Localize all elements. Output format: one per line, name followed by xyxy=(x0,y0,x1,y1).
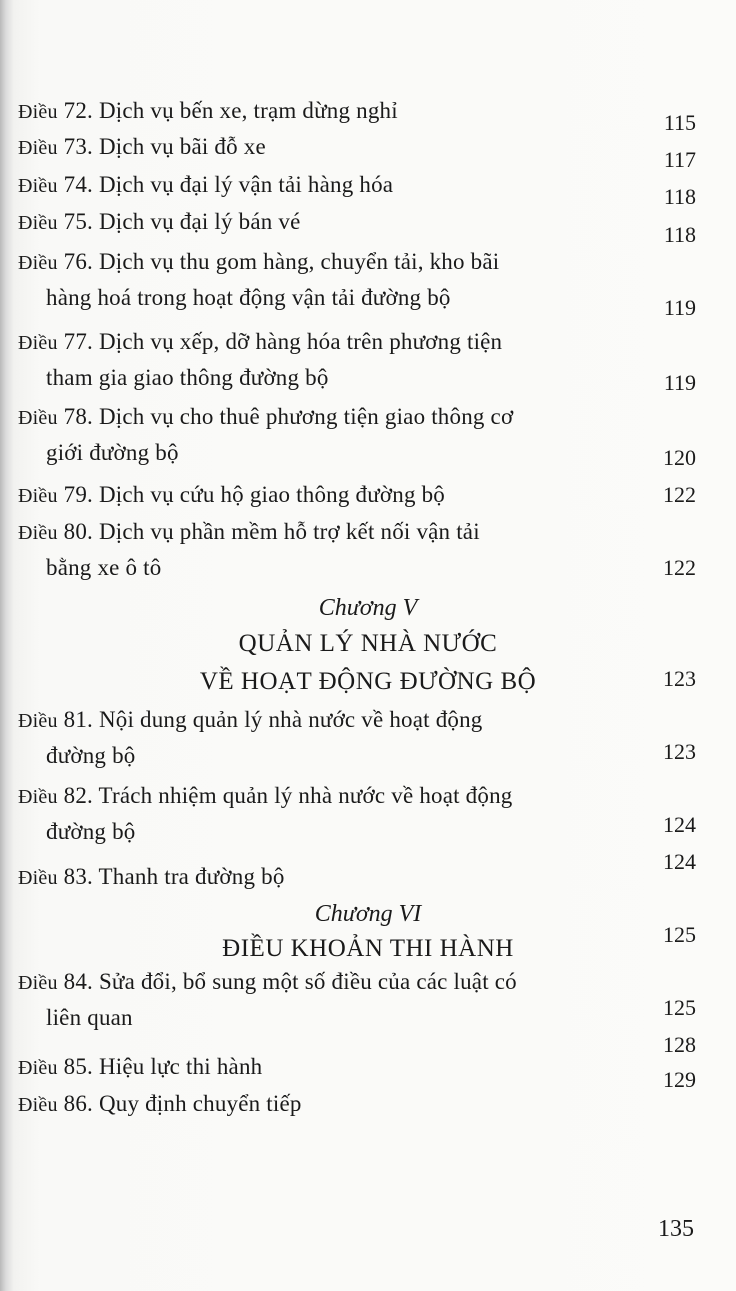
entry-line1 xyxy=(18,779,512,814)
entry-title: 82. Trách nhiệm quản lý nhà nước về hoạt động xyxy=(63,783,513,808)
toc-entry xyxy=(18,965,698,1041)
toc-entry xyxy=(18,205,698,245)
chapter-page-number: 125 xyxy=(663,922,696,947)
entry-label: Điều xyxy=(18,710,58,732)
toc-entry xyxy=(18,1087,698,1127)
entry-title: 74. Dịch vụ đại lý vận tải hàng hóa xyxy=(63,172,394,197)
entry-line1 xyxy=(18,325,502,360)
entry-page-number: 115 xyxy=(663,110,696,135)
toc-entry xyxy=(18,400,698,476)
chapter-name: ĐIỀU KHOẢN THI HÀNH xyxy=(222,935,514,962)
entry-page-number: 122 xyxy=(663,482,696,507)
entry-line2: liên quan xyxy=(46,1005,133,1030)
entry-page-number: 124 xyxy=(663,849,696,874)
entry-title: 75. Dịch vụ đại lý bán vé xyxy=(63,209,301,234)
chapter-name: QUẢN LÝ NHÀ NƯỚC xyxy=(238,630,498,657)
entry-line1 xyxy=(18,965,517,1000)
entry-label: Điều xyxy=(18,1057,58,1079)
entry-title: 80. Dịch vụ phần mềm hỗ trợ kết nối vận tải xyxy=(63,519,480,544)
toc-entry xyxy=(18,703,698,779)
entry-page-number: 119 xyxy=(663,370,696,395)
entry-page-number: 125 xyxy=(663,995,696,1020)
entry-line1 xyxy=(18,130,266,165)
toc-entry xyxy=(18,168,698,208)
entry-line1 xyxy=(18,515,480,550)
toc-entry xyxy=(18,245,698,321)
entry-line1 xyxy=(18,860,285,895)
entry-page-number: 124 xyxy=(663,812,696,837)
entry-page-number: 120 xyxy=(663,445,696,470)
entry-line2: giới đường bộ xyxy=(46,440,179,465)
entry-label: Điều xyxy=(18,252,58,274)
entry-title: 84. Sửa đổi, bổ sung một số điều của các luật có xyxy=(63,969,517,994)
entry-label: Điều xyxy=(18,972,58,994)
chapter-name: VỀ HOẠT ĐỘNG ĐƯỜNG BỘ xyxy=(199,668,537,695)
entry-page-number: 122 xyxy=(663,555,696,580)
entry-label: Điều xyxy=(18,522,58,544)
entry-title: 85. Hiệu lực thi hành xyxy=(63,1054,263,1079)
entry-label: Điều xyxy=(18,212,58,234)
entry-title: 77. Dịch vụ xếp, dỡ hàng hóa trên phương tiện xyxy=(63,329,503,354)
toc-entry xyxy=(18,515,698,591)
toc-entry xyxy=(18,325,698,401)
entry-title: 72. Dịch vụ bến xe, trạm dừng nghỉ xyxy=(63,98,398,123)
chapter-title: Chương V xyxy=(318,595,418,621)
entry-label: Điều xyxy=(18,1094,58,1116)
entry-line1 xyxy=(18,400,513,435)
toc-entry xyxy=(18,779,698,855)
chapter-title: Chương VI xyxy=(314,901,422,927)
toc-entry xyxy=(18,130,698,170)
entry-line2: đường bộ xyxy=(46,743,136,768)
entry-title: 78. Dịch vụ cho thuê phương tiện giao thông cơ xyxy=(63,404,514,429)
entry-title: 79. Dịch vụ cứu hộ giao thông đường bộ xyxy=(63,482,445,507)
entry-page-number: 118 xyxy=(663,222,696,247)
entry-label: Điều xyxy=(18,332,58,354)
entry-line2: bằng xe ô tô xyxy=(46,555,162,580)
entry-page-number: 128 xyxy=(663,1032,696,1057)
toc-entry xyxy=(18,1050,698,1090)
entry-page-number: 123 xyxy=(663,739,696,764)
entry-line1 xyxy=(18,703,483,738)
entry-line1 xyxy=(18,245,499,280)
entry-label: Điều xyxy=(18,101,58,123)
entry-label: Điều xyxy=(18,786,58,808)
toc-entry xyxy=(18,478,698,518)
entry-label: Điều xyxy=(18,137,58,159)
page-number: 135 xyxy=(658,1216,694,1242)
entry-page-number: 119 xyxy=(663,295,696,320)
entry-title: 81. Nội dung quản lý nhà nước về hoạt động xyxy=(63,707,483,732)
entry-line1 xyxy=(18,1050,262,1085)
entry-line2: hàng hoá trong hoạt động vận tải đường bộ xyxy=(46,285,451,310)
entry-label: Điều xyxy=(18,407,58,429)
entry-line2: đường bộ xyxy=(46,819,136,844)
entry-line1 xyxy=(18,1087,302,1122)
entry-title: 73. Dịch vụ bãi đỗ xe xyxy=(63,134,266,159)
entry-title: 76. Dịch vụ thu gom hàng, chuyển tải, kho bãi xyxy=(63,249,500,274)
entry-title: 86. Quy định chuyển tiếp xyxy=(63,1091,302,1116)
entry-label: Điều xyxy=(18,867,58,889)
toc-entry xyxy=(18,860,698,900)
entry-line1 xyxy=(18,205,301,240)
entry-page-number: 129 xyxy=(663,1067,696,1092)
entry-line2: tham gia giao thông đường bộ xyxy=(46,365,329,390)
chapter-page-number: 123 xyxy=(663,666,696,691)
toc-entry xyxy=(18,94,698,134)
entry-label: Điều xyxy=(18,175,58,197)
entry-line1 xyxy=(18,94,398,129)
entry-page-number: 118 xyxy=(663,184,696,209)
entry-title: 83. Thanh tra đường bộ xyxy=(63,864,285,889)
entry-line1 xyxy=(18,168,393,203)
entry-line1 xyxy=(18,478,445,513)
entry-label: Điều xyxy=(18,485,58,507)
entry-page-number: 117 xyxy=(663,147,696,172)
